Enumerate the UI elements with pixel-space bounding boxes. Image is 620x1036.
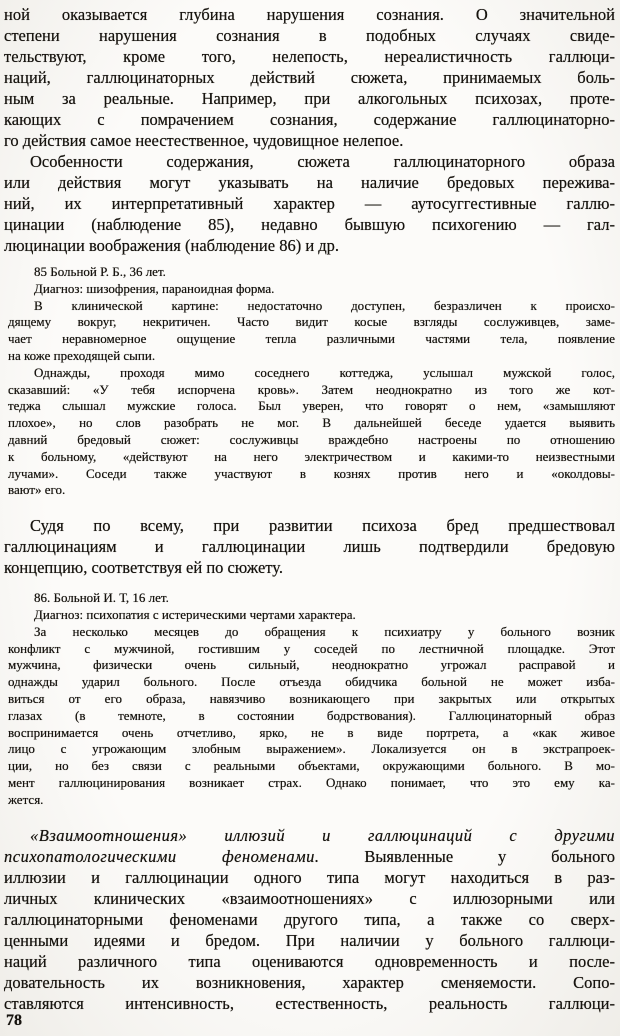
- text-segment: Диагноз: психопатия с истерическими чертами характера.: [34, 606, 356, 622]
- text-line: [4, 993, 615, 1014]
- text-line: [8, 792, 615, 809]
- text-line: [4, 825, 615, 846]
- text-segment: 86. Больной И. Т, 16 лет.: [34, 590, 169, 606]
- text-segment: жется.: [8, 791, 44, 807]
- text-line: [8, 382, 615, 399]
- text-segment: Выявленные у больного: [319, 846, 615, 866]
- text-line: [8, 657, 615, 674]
- text-segment: Однажды, проходя мимо соседнего коттеджа, услышал мужской голос,: [34, 364, 615, 380]
- text-line: [4, 909, 615, 930]
- text-line: [4, 172, 615, 193]
- text-segment: давний бредовый сюжет: сослуживцы враждебно настроены по отношению: [8, 431, 615, 447]
- text-line: [8, 624, 615, 641]
- text-segment: виться от его образа, навязчиво возникающего при закрытых или открытых: [8, 690, 615, 706]
- italic-text-segment: «Взаимоотношения» иллюзий и галлюцинаций с другими: [30, 825, 615, 845]
- text-line: [8, 775, 615, 792]
- text-line: [8, 725, 615, 742]
- text-line: [8, 741, 615, 758]
- page-number: 78: [6, 1012, 22, 1029]
- text-line: [4, 130, 615, 151]
- text-line: [8, 415, 615, 432]
- text-segment: довательность их возникновения, характер сменяемости. Сопо-: [4, 972, 615, 992]
- text-line: [8, 466, 615, 483]
- text-line: [8, 264, 615, 281]
- text-line: [4, 846, 615, 867]
- text-segment: плохое», но слов разобрать не мог. В дальнейшей беседе удается выявить: [8, 415, 615, 431]
- text-segment: мужчина, физически очень сильный, неоднократно угрожал расправой и: [8, 657, 615, 673]
- text-segment: конфликт с мужчиной, гостившим у соседей по лестничной площадке. Этот: [8, 640, 615, 656]
- text-segment: сказавший: «У тебя испорчена кровь». Затем неоднократно из того же кот-: [8, 381, 615, 397]
- text-segment: галлюцинаторными феноменами другого типа, а также со сверх-: [4, 909, 615, 929]
- text-segment: дящему вокруг, некритичен. Часто видит косые взгляды сослуживцев, заме-: [8, 314, 615, 330]
- text-line: [4, 193, 615, 214]
- text-line: [4, 972, 615, 993]
- text-segment: галлюцинациям и галлюцинации лишь подтвердили бредовую: [4, 537, 615, 557]
- text-line: [8, 365, 615, 382]
- text-segment: цинации (наблюдение 85), недавно бывшую психогению — гал-: [4, 215, 615, 234]
- text-line: [4, 4, 615, 25]
- text-segment: го действия самое неестественное, чудовищное нелепое.: [4, 131, 404, 150]
- text-segment: чает неравномерное ощущение тепла различными частями тела, появление: [8, 331, 615, 347]
- text-segment: лицо с угрожающим злобным выражением». Локализуется он в экстрапроек-: [8, 741, 615, 757]
- text-line: [4, 867, 615, 888]
- text-line: [4, 46, 615, 67]
- text-line: [4, 88, 615, 109]
- text-line: [4, 235, 615, 256]
- text-line: [8, 708, 615, 725]
- text-line: [8, 607, 615, 624]
- text-line: [4, 515, 615, 536]
- paragraph-features: [4, 151, 615, 256]
- text-line: [8, 281, 615, 298]
- text-line: [8, 691, 615, 708]
- text-segment: люцинации воображения (наблюдение 86) и др.: [4, 236, 340, 255]
- text-segment: ным за реальные. Например, при алкогольных психозах, проте-: [4, 89, 615, 108]
- text-line: [8, 449, 615, 466]
- text-segment: теджа слышал мужские голоса. Был уверен, что говорят о нем, «замышляют: [8, 398, 615, 414]
- case-observation-85: [4, 264, 615, 499]
- text-line: [4, 214, 615, 235]
- text-segment: мент галлюцинирования возникает страх. Однако понимает, что это ему ка-: [8, 774, 615, 790]
- text-segment: ний, их интерпретативный характер — аутосуггестивные галлю-: [4, 194, 615, 213]
- paragraph-conclusion-85: [4, 515, 615, 578]
- text-segment: Судя по всему, при развитии психоза бред предшествовал: [30, 516, 615, 536]
- text-segment: 85 Больной Р. Б., 36 лет.: [34, 264, 166, 279]
- text-segment: или действия могут указывать на наличие бредовых пережива-: [4, 173, 615, 192]
- text-segment: тельствуют, кроме того, нелепость, нереалистичность галлюци-: [4, 47, 615, 66]
- text-segment: ной оказывается глубина нарушения сознания. О значительной: [4, 5, 615, 24]
- text-segment: Особенности содержания, сюжета галлюцинаторного образа: [30, 152, 615, 171]
- text-line: [4, 67, 615, 88]
- text-line: [4, 951, 615, 972]
- text-segment: степени нарушения сознания в подобных случаях свиде-: [4, 26, 615, 45]
- text-line: [8, 482, 615, 499]
- text-segment: однажды ударил больного. После отъезда обидчика больной не может изба-: [8, 674, 615, 690]
- text-segment: наций различного типа оцениваются одновременность и после-: [4, 951, 615, 971]
- text-segment: кающих с помрачением сознания, содержание галлюцинаторно-: [4, 110, 615, 129]
- text-segment: В клинической картине: недостаточно доступен, безразличен к происхо-: [34, 297, 615, 313]
- text-line: [4, 25, 615, 46]
- text-segment: ции, но без связи с реальными объектами, окружающими больного. В мо-: [8, 758, 615, 774]
- text-line: [4, 930, 615, 951]
- text-line: [4, 536, 615, 557]
- text-segment: ценными идеями и бредом. При наличии у больного галлюци-: [4, 930, 615, 950]
- paragraph-continuation: [4, 4, 615, 151]
- text-segment: личных клинических «взаимоотношениях» с иллюзорными или: [4, 888, 615, 908]
- text-segment: За несколько месяцев до обращения к психиатру у больного возник: [34, 623, 615, 639]
- text-segment: на коже преходящей сыпи.: [8, 347, 156, 363]
- text-segment: иллюзии и галлюцинации одного типа могут находиться в раз-: [4, 867, 615, 887]
- text-segment: к больному, «действуют на него электричеством и какими-то неизвестными: [8, 448, 615, 464]
- text-segment: глазах (в темноте, в состоянии бодрствования). Галлюцинаторный образ: [8, 707, 615, 723]
- text-segment: ставляются интенсивность, естественность, реальность галлюци-: [4, 993, 615, 1013]
- text-line: [4, 151, 615, 172]
- text-line: [8, 398, 615, 415]
- text-segment: воспринимается очень отчетливо, ярко, не в виде портрета, а «как живое: [8, 724, 615, 740]
- text-column: [4, 4, 615, 1014]
- text-line: [4, 109, 615, 130]
- italic-text-segment: психопатологическими феноменами.: [4, 846, 320, 866]
- text-line: [8, 314, 615, 331]
- text-segment: Диагноз: шизофрения, параноидная форма.: [34, 280, 275, 296]
- case-observation-86: [4, 590, 615, 808]
- text-line: [4, 888, 615, 909]
- text-line: [8, 331, 615, 348]
- text-segment: вают» его.: [8, 482, 66, 498]
- text-line: [8, 298, 615, 315]
- text-segment: концепцию, соответствуя ей по сюжету.: [4, 558, 283, 578]
- text-segment: наций, галлюцинаторных действий сюжета, принимаемых боль-: [4, 68, 615, 87]
- text-line: [8, 674, 615, 691]
- text-line: [8, 641, 615, 658]
- text-segment: лучами». Соседи также участвуют в кознях против него и «околдовы-: [8, 465, 615, 481]
- paragraph-interrelations: [4, 825, 615, 1014]
- text-line: [8, 432, 615, 449]
- text-line: [8, 758, 615, 775]
- text-line: [8, 590, 615, 607]
- text-line: [4, 557, 615, 578]
- text-line: [8, 348, 615, 365]
